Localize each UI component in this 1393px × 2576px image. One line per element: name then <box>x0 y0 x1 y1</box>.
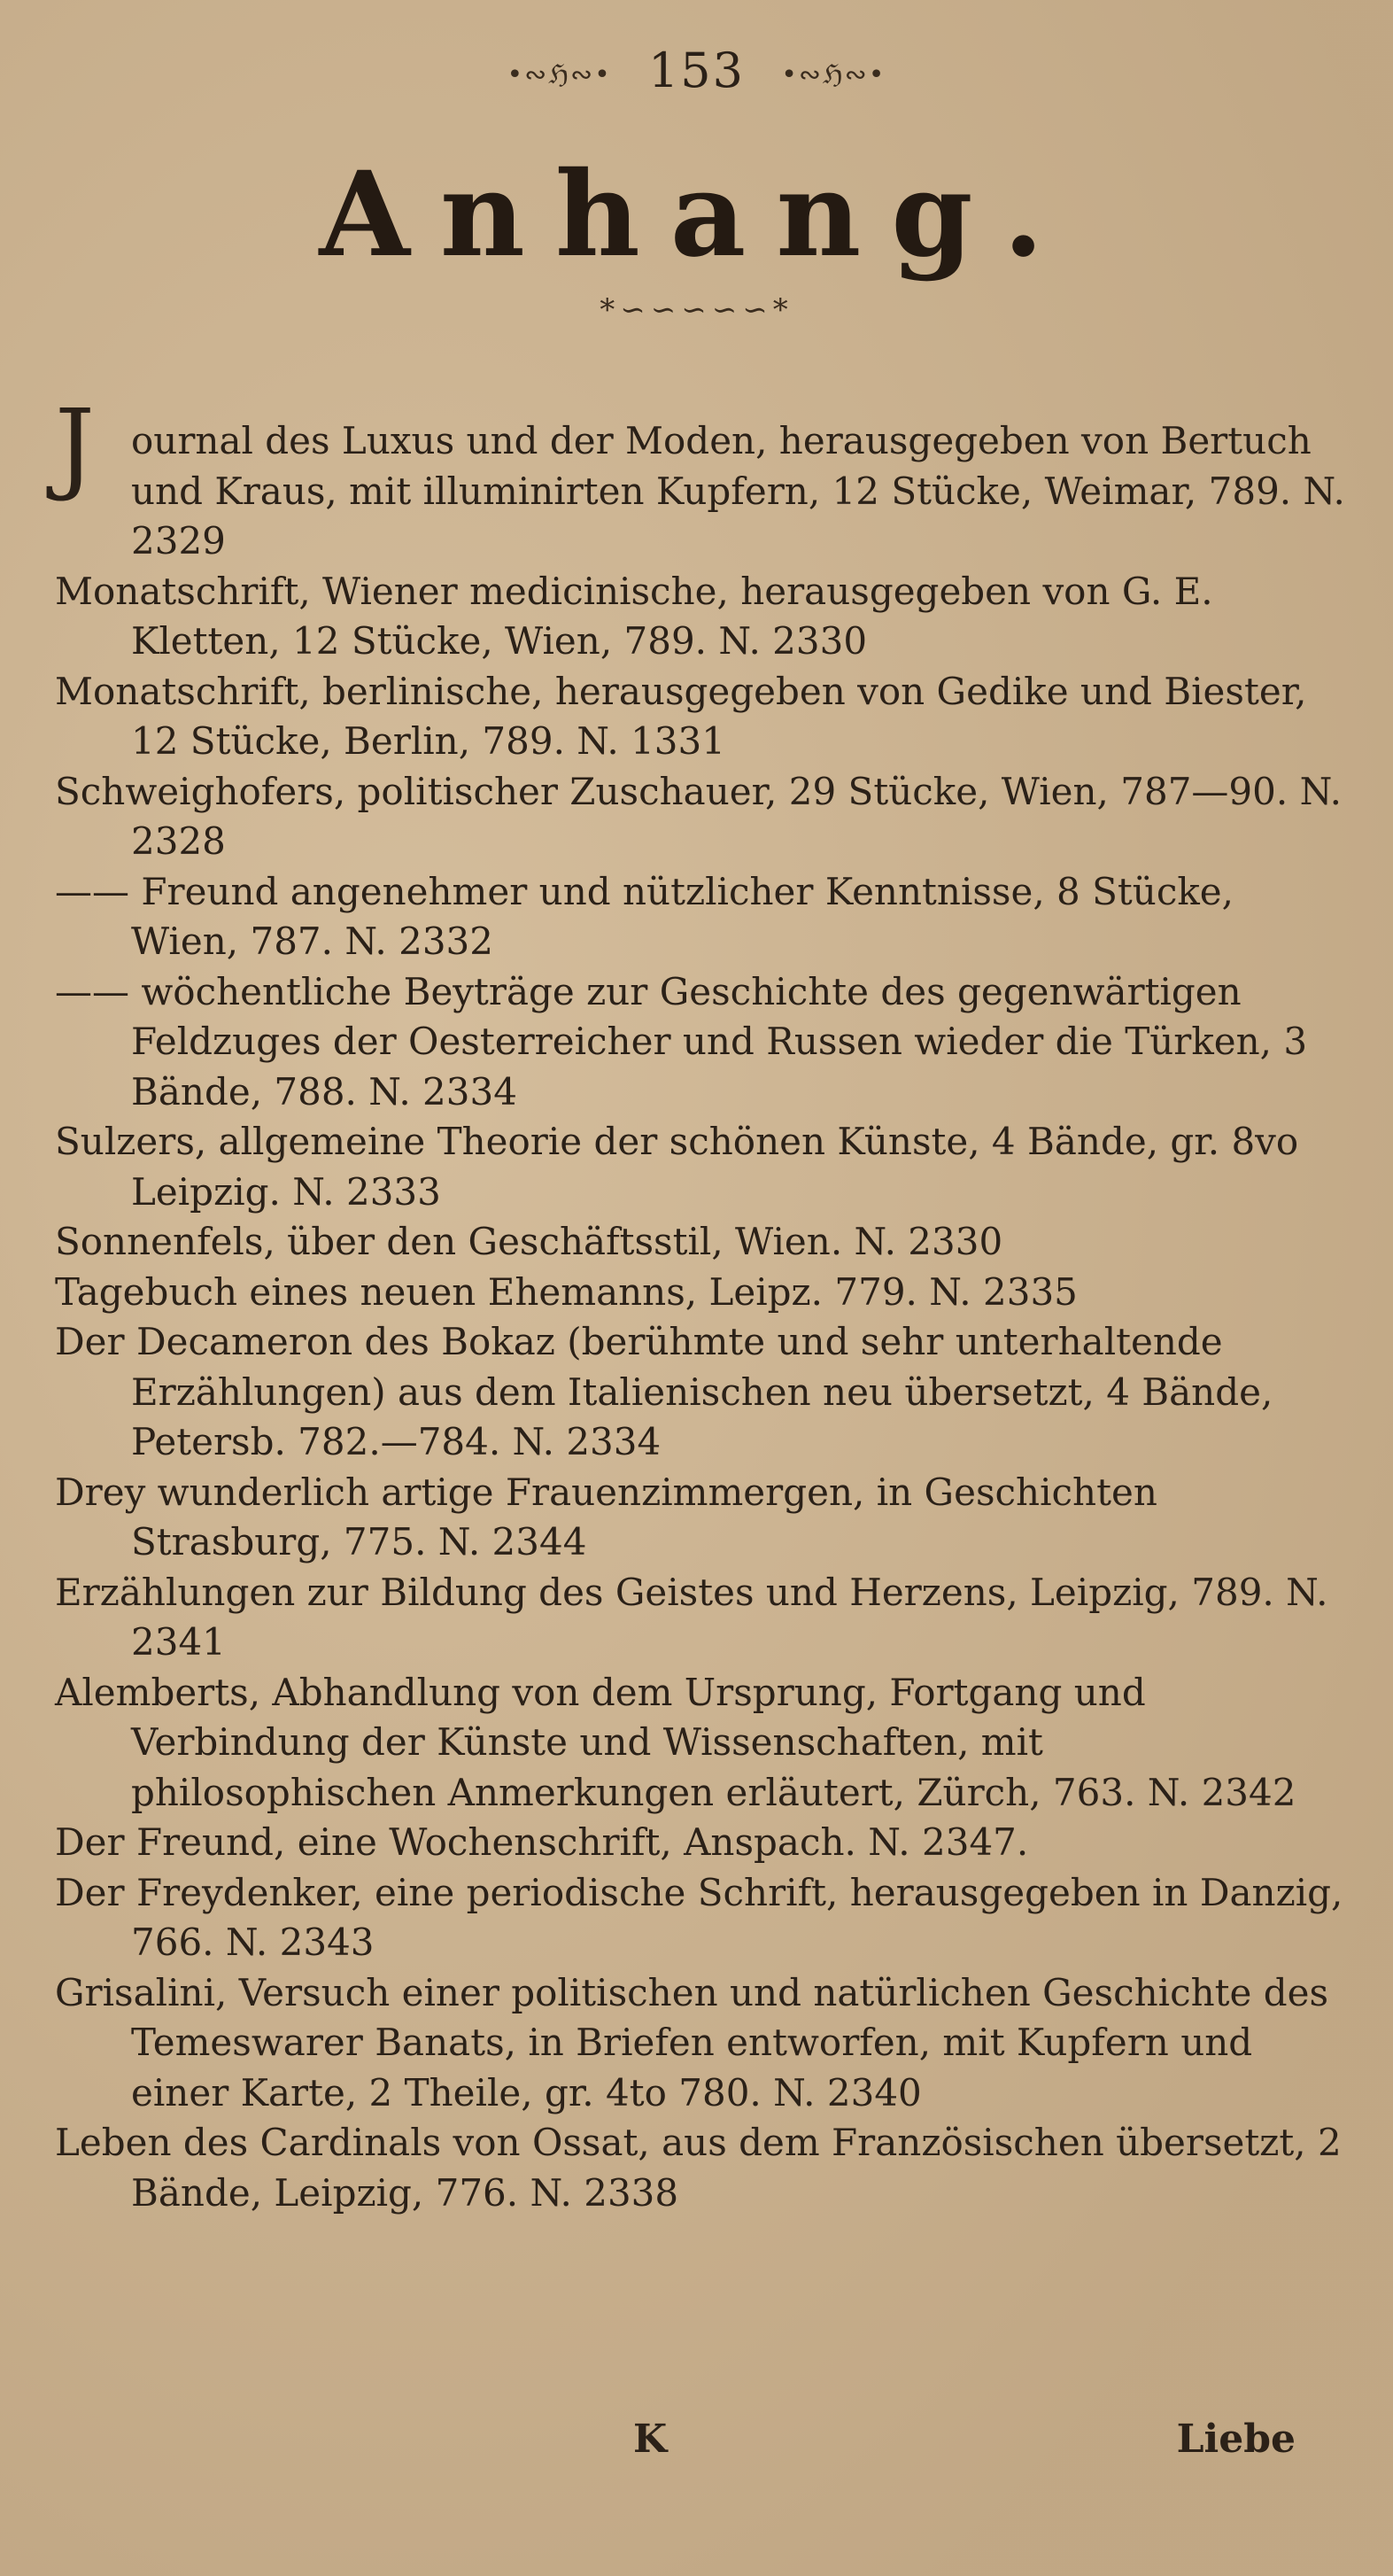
catalog-entry: Tagebuch eines neuen Ehemanns, Leipz. 779. N. 2335 <box>55 1269 1078 1314</box>
catalog-entry: Alemberts, Abhandlung von dem Ursprung, Fortgang und Verbindung der Künste und Wissenschaften, mit philosophischen Anmerkungen erläutert, Zürch, 763. N. 2342 <box>55 1670 1296 1814</box>
catalog-entry: Erzählungen zur Bildung des Geistes und Herzens, Leipzig, 789. N. 2341 <box>55 1570 1328 1664</box>
catalog-entry: —— wöchentliche Beyträge zur Geschichte des gegenwärtigen Feldzuges der Oesterreicher und Russen wieder die Türken, 3 Bände, 788. N. 2334 <box>55 969 1308 1113</box>
entry-text: ournal des Luxus und der Moden, herausgegeben von Bertuch und Kraus, mit illuminirten Kupfern, 12 Stücke, Weimar, 789. N. 2329 <box>131 419 1345 563</box>
ornament-left: •∾ℌ∾• <box>507 58 612 90</box>
catalog-entry: Leben des Cardinals von Ossat, aus dem Französischen übersetzt, 2 Bände, Leipzig, 776. N. 2338 <box>55 2121 1342 2215</box>
catalog-entry: Grisalini, Versuch einer politischen und natürlichen Geschichte des Temeswarer Banats, in Briefen entworfen, mit Kupfern und einer Karte, 2 Theile, gr. 4to 780. N. 2340 <box>55 1970 1329 2114</box>
ornamental-divider: *∽∽∽∽∽* <box>600 292 793 328</box>
page-number: 153 <box>647 43 746 98</box>
page-header <box>0 43 1393 98</box>
catalog-entry: Monatschrift, berlinische, herausgegeben von Gedike und Biester, 12 Stücke, Berlin, 789. N. 1331 <box>55 669 1307 763</box>
catalog-entries <box>55 389 1348 2218</box>
signature-mark: K <box>633 2417 668 2462</box>
catalog-entry: Monatschrift, Wiener medicinische, herausgegeben von G. E. Kletten, 12 Stücke, Wien, 789. N. 2330 <box>55 569 1213 663</box>
catalog-entry: Sulzers, allgemeine Theorie der schönen Künste, 4 Bände, gr. 8vo Leipzig. N. 2333 <box>55 1120 1299 1214</box>
catalog-entry: Der Freund, eine Wochenschrift, Anspach. N. 2347. <box>55 1820 1029 1864</box>
catalog-entry: Der Freydenker, eine periodische Schrift, herausgegeben in Danzig, 766. N. 2343 <box>55 1870 1343 1964</box>
catalog-entry: Sonnenfels, über den Geschäftsstil, Wien. N. 2330 <box>55 1220 1003 1263</box>
catalog-entry: Schweighofers, politischer Zuschauer, 29 Stücke, Wien, 787—90. N. 2328 <box>55 769 1342 863</box>
catalog-entry: Der Decameron des Bokaz (berühmte und sehr unterhaltende Erzählungen) aus dem Italienischen neu übersetzt, 4 Bände, Petersb. 782.—784. N. 2334 <box>55 1320 1273 1463</box>
page-footer <box>0 2417 1393 2487</box>
catalog-entry: Drey wunderlich artige Frauenzimmergen, in Geschichten Strasburg, 775. N. 2344 <box>55 1470 1157 1563</box>
drop-cap-initial: J <box>55 389 95 504</box>
ornament-right: •∾ℌ∾• <box>781 58 886 90</box>
catalog-entry: —— Freund angenehmer und nützlicher Kenntnisse, 8 Stücke, Wien, 787. N. 2332 <box>55 869 1234 963</box>
catalog-entry <box>55 389 1348 567</box>
catchword: Liebe <box>1176 2417 1296 2462</box>
page-title: Anhang. <box>319 146 1074 283</box>
